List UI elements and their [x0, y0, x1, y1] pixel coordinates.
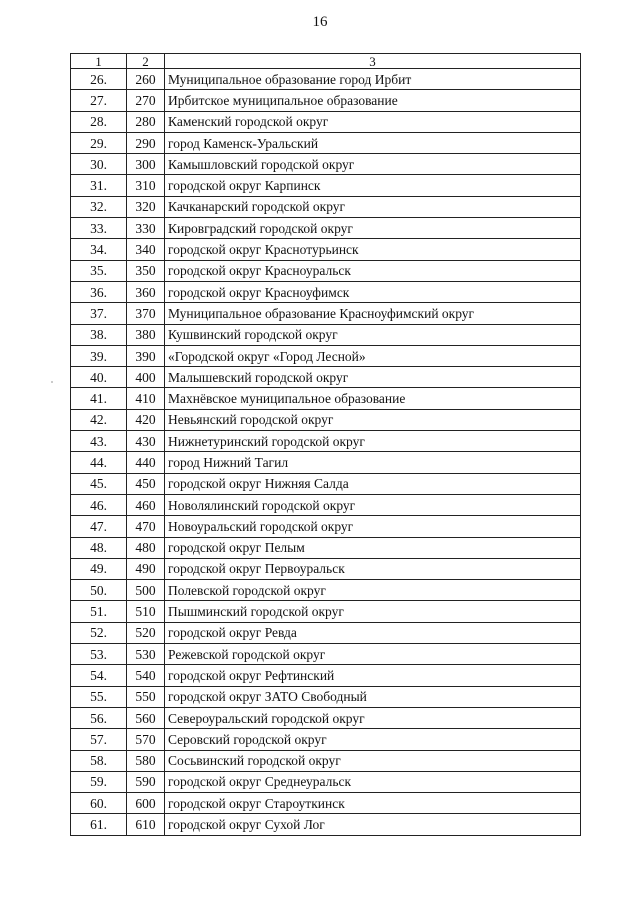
- row-number: 49.: [71, 558, 127, 579]
- row-municipality-name: Сосьвинский городской округ: [165, 750, 581, 771]
- row-number: 36.: [71, 281, 127, 302]
- row-municipality-name: городской округ Пелым: [165, 537, 581, 558]
- row-code: 300: [127, 154, 165, 175]
- row-code: 460: [127, 494, 165, 515]
- row-code: 510: [127, 601, 165, 622]
- row-code: 610: [127, 814, 165, 835]
- table-row: [71, 196, 581, 217]
- row-number: 35.: [71, 260, 127, 281]
- table-row: [71, 90, 581, 111]
- table-row: [71, 771, 581, 792]
- row-municipality-name: Качканарский городской округ: [165, 196, 581, 217]
- row-code: 500: [127, 580, 165, 601]
- row-number: 34.: [71, 239, 127, 260]
- page-number: 16: [312, 14, 328, 30]
- table-header-row: [71, 54, 581, 69]
- row-number: 42.: [71, 409, 127, 430]
- row-code: 360: [127, 281, 165, 302]
- table-row: [71, 665, 581, 686]
- table-row: [71, 367, 581, 388]
- row-code: 420: [127, 409, 165, 430]
- row-municipality-name: городской округ Красноуфимск: [165, 281, 581, 302]
- table-row: [71, 431, 581, 452]
- row-municipality-name: «Городской округ «Город Лесной»: [165, 345, 581, 366]
- row-municipality-name: Муниципальное образование город Ирбит: [165, 69, 581, 90]
- row-code: 340: [127, 239, 165, 260]
- row-municipality-name: городской округ ЗАТО Свободный: [165, 686, 581, 707]
- table-row: [71, 622, 581, 643]
- table-row: [71, 69, 581, 90]
- row-municipality-name: город Нижний Тагил: [165, 452, 581, 473]
- row-municipality-name: город Каменск-Уральский: [165, 132, 581, 153]
- header-col-1: 1: [71, 54, 127, 69]
- row-municipality-name: Невьянский городской округ: [165, 409, 581, 430]
- table-row: [71, 473, 581, 494]
- table-row: [71, 409, 581, 430]
- row-municipality-name: городской округ Первоуральск: [165, 558, 581, 579]
- table-row: [71, 494, 581, 515]
- row-municipality-name: Пышминский городской округ: [165, 601, 581, 622]
- row-municipality-name: Муниципальное образование Красноуфимский округ: [165, 303, 581, 324]
- row-code: 400: [127, 367, 165, 388]
- row-code: 280: [127, 111, 165, 132]
- row-code: 560: [127, 707, 165, 728]
- row-code: 320: [127, 196, 165, 217]
- row-municipality-name: Кировградский городской округ: [165, 218, 581, 239]
- row-number: 56.: [71, 707, 127, 728]
- row-municipality-name: Малышевский городской округ: [165, 367, 581, 388]
- row-code: 570: [127, 729, 165, 750]
- row-number: 61.: [71, 814, 127, 835]
- row-number: 47.: [71, 516, 127, 537]
- row-number: 41.: [71, 388, 127, 409]
- row-number: 54.: [71, 665, 127, 686]
- table-row: [71, 644, 581, 665]
- table-row: [71, 260, 581, 281]
- row-number: 59.: [71, 771, 127, 792]
- row-code: 270: [127, 90, 165, 111]
- row-number: 32.: [71, 196, 127, 217]
- row-code: 550: [127, 686, 165, 707]
- row-number: 55.: [71, 686, 127, 707]
- row-number: 29.: [71, 132, 127, 153]
- row-municipality-name: городской округ Сухой Лог: [165, 814, 581, 835]
- row-number: 51.: [71, 601, 127, 622]
- row-code: 410: [127, 388, 165, 409]
- table-row: [71, 750, 581, 771]
- row-number: 52.: [71, 622, 127, 643]
- table-row: [71, 558, 581, 579]
- row-municipality-name: Нижнетуринский городской округ: [165, 431, 581, 452]
- row-code: 450: [127, 473, 165, 494]
- row-municipality-name: Кушвинский городской округ: [165, 324, 581, 345]
- table-row: [71, 111, 581, 132]
- row-number: 33.: [71, 218, 127, 239]
- row-code: 390: [127, 345, 165, 366]
- table-row: [71, 729, 581, 750]
- row-municipality-name: Североуральский городской округ: [165, 707, 581, 728]
- table-row: [71, 580, 581, 601]
- header-col-2: 2: [127, 54, 165, 69]
- row-municipality-name: городской округ Нижняя Салда: [165, 473, 581, 494]
- row-municipality-name: Камышловский городской округ: [165, 154, 581, 175]
- table-row: [71, 388, 581, 409]
- row-code: 520: [127, 622, 165, 643]
- table-body: [71, 69, 581, 836]
- table-row: [71, 601, 581, 622]
- row-number: 48.: [71, 537, 127, 558]
- row-code: 330: [127, 218, 165, 239]
- table-row: [71, 218, 581, 239]
- row-municipality-name: Махнёвское муниципальное образование: [165, 388, 581, 409]
- table-row: [71, 452, 581, 473]
- row-number: 31.: [71, 175, 127, 196]
- row-code: 310: [127, 175, 165, 196]
- table-row: [71, 303, 581, 324]
- municipalities-table: [70, 53, 581, 836]
- row-code: 430: [127, 431, 165, 452]
- row-code: 600: [127, 793, 165, 814]
- table-row: [71, 154, 581, 175]
- row-municipality-name: Ирбитское муниципальное образование: [165, 90, 581, 111]
- row-number: 53.: [71, 644, 127, 665]
- row-code: 530: [127, 644, 165, 665]
- row-municipality-name: городской округ Карпинск: [165, 175, 581, 196]
- row-code: 290: [127, 132, 165, 153]
- row-code: 580: [127, 750, 165, 771]
- row-code: 260: [127, 69, 165, 90]
- row-municipality-name: городской округ Ревда: [165, 622, 581, 643]
- row-number: 43.: [71, 431, 127, 452]
- row-number: 50.: [71, 580, 127, 601]
- row-number: 60.: [71, 793, 127, 814]
- table-row: [71, 814, 581, 835]
- row-code: 490: [127, 558, 165, 579]
- row-code: 480: [127, 537, 165, 558]
- table-row: [71, 324, 581, 345]
- table-row: [71, 132, 581, 153]
- header-col-3: 3: [165, 54, 581, 69]
- row-number: 44.: [71, 452, 127, 473]
- table-row: [71, 175, 581, 196]
- row-municipality-name: Серовский городской округ: [165, 729, 581, 750]
- row-municipality-name: Режевской городской округ: [165, 644, 581, 665]
- row-number: 38.: [71, 324, 127, 345]
- table-row: [71, 239, 581, 260]
- table-row: [71, 686, 581, 707]
- row-number: 30.: [71, 154, 127, 175]
- row-code: 590: [127, 771, 165, 792]
- row-code: 380: [127, 324, 165, 345]
- row-code: 440: [127, 452, 165, 473]
- row-municipality-name: Новолялинский городской округ: [165, 494, 581, 515]
- row-municipality-name: городской округ Рефтинский: [165, 665, 581, 686]
- row-municipality-name: городской округ Красноуральск: [165, 260, 581, 281]
- table-row: [71, 516, 581, 537]
- table-row: [71, 281, 581, 302]
- row-code: 350: [127, 260, 165, 281]
- scan-speck: [51, 381, 53, 383]
- row-number: 58.: [71, 750, 127, 771]
- table-row: [71, 345, 581, 366]
- row-municipality-name: Каменский городской округ: [165, 111, 581, 132]
- row-number: 37.: [71, 303, 127, 324]
- row-municipality-name: городской округ Среднеуральск: [165, 771, 581, 792]
- row-number: 45.: [71, 473, 127, 494]
- row-municipality-name: городской округ Староуткинск: [165, 793, 581, 814]
- table-row: [71, 537, 581, 558]
- row-municipality-name: городской округ Краснотурьинск: [165, 239, 581, 260]
- row-code: 540: [127, 665, 165, 686]
- row-number: 28.: [71, 111, 127, 132]
- row-number: 27.: [71, 90, 127, 111]
- row-municipality-name: Полевской городской округ: [165, 580, 581, 601]
- table-row: [71, 793, 581, 814]
- row-code: 470: [127, 516, 165, 537]
- table-row: [71, 707, 581, 728]
- row-number: 26.: [71, 69, 127, 90]
- row-number: 46.: [71, 494, 127, 515]
- row-number: 39.: [71, 345, 127, 366]
- row-number: 57.: [71, 729, 127, 750]
- row-code: 370: [127, 303, 165, 324]
- row-municipality-name: Новоуральский городской округ: [165, 516, 581, 537]
- row-number: 40.: [71, 367, 127, 388]
